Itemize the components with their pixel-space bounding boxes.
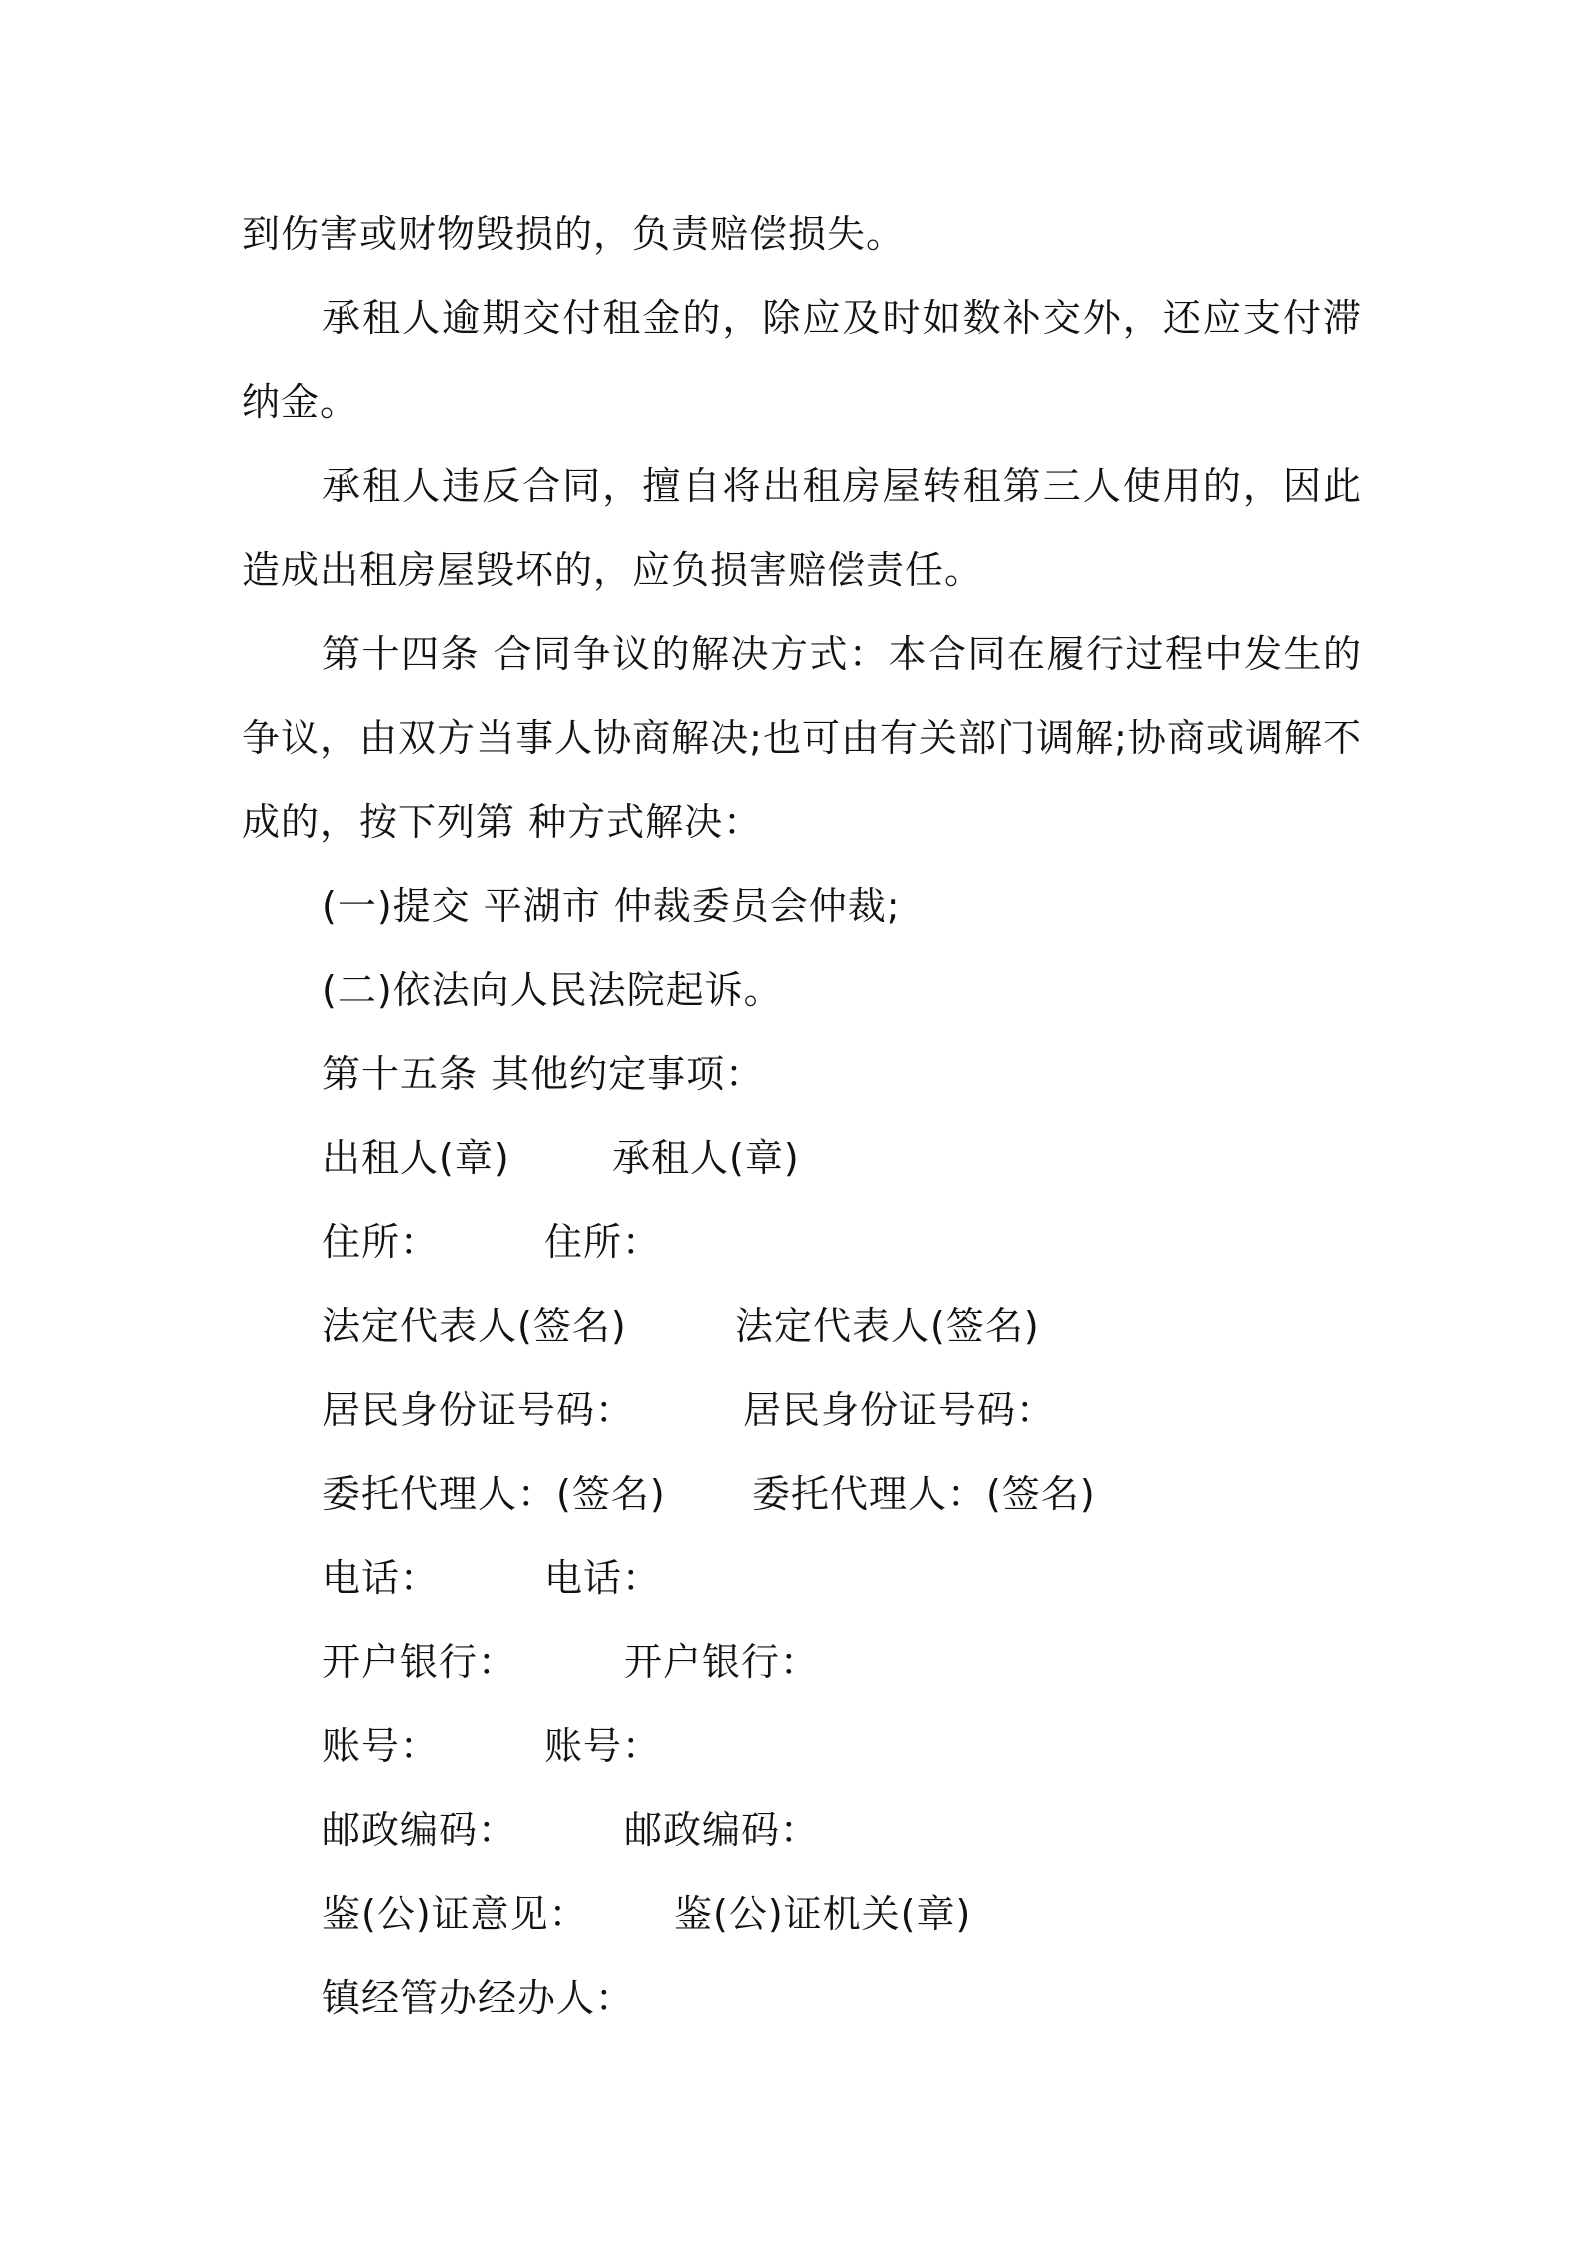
paragraph-3: 承租人违反合同，擅自将出租房屋转租第三人使用的，因此造成出租房屋毁坏的，应负损害赔偿责任。 bbox=[242, 464, 1362, 592]
lessee-postcode-label: 邮政编码： bbox=[624, 1808, 820, 1852]
paragraph-1: 到伤害或财物毁损的，负责赔偿损失。 bbox=[242, 212, 906, 256]
lessee-agent-label: 委托代理人：(签名) bbox=[752, 1472, 1096, 1516]
lessee-seal-label: 承租人(章) bbox=[612, 1136, 800, 1180]
notary-opinion-label: 鉴(公)证意见： bbox=[322, 1892, 588, 1936]
lessee-account-label: 账号： bbox=[544, 1724, 662, 1768]
signature-row-notary bbox=[242, 1872, 1362, 1956]
signature-row-account bbox=[242, 1704, 1362, 1788]
paragraph-2: 承租人逾期交付租金的，除应及时如数补交外，还应支付滞纳金。 bbox=[242, 296, 1362, 424]
lessee-bank-label: 开户银行： bbox=[624, 1640, 820, 1684]
handler-label: 镇经管办经办人： bbox=[322, 1976, 635, 2020]
lessee-legal-rep-label: 法定代表人(签名) bbox=[735, 1304, 1040, 1348]
lessor-bank-label: 开户银行： bbox=[322, 1640, 518, 1684]
signature-row-id-number bbox=[242, 1368, 1362, 1452]
paragraph-article-14: 第十四条 合同争议的解决方式：本合同在履行过程中发生的争议，由双方当事人协商解决;也可由有关部门调解;协商或调解不成的，按下列第 种方式解决： bbox=[242, 632, 1362, 844]
lessor-legal-rep-label: 法定代表人(签名) bbox=[322, 1304, 627, 1348]
lessor-agent-label: 委托代理人：(签名) bbox=[322, 1472, 666, 1516]
document-body bbox=[242, 192, 1362, 2040]
notary-office-seal-label: 鉴(公)证机关(章) bbox=[674, 1892, 972, 1936]
lessee-id-number-label: 居民身份证号码： bbox=[743, 1388, 1056, 1432]
signature-row-postcode bbox=[242, 1788, 1362, 1872]
lessor-account-label: 账号： bbox=[322, 1724, 440, 1768]
lessee-phone-label: 电话： bbox=[544, 1556, 662, 1600]
signature-row-agent bbox=[242, 1452, 1362, 1536]
lessor-address-label: 住所： bbox=[322, 1220, 440, 1264]
signature-row-seal bbox=[242, 1116, 1362, 1200]
lessor-postcode-label: 邮政编码： bbox=[322, 1808, 518, 1852]
paragraph-article-15: 第十五条 其他约定事项： bbox=[322, 1052, 765, 1096]
lessor-id-number-label: 居民身份证号码： bbox=[322, 1388, 635, 1432]
signature-row-bank bbox=[242, 1620, 1362, 1704]
paragraph-option-2: (二)依法向人民法院起诉。 bbox=[322, 968, 783, 1012]
paragraph-option-1: (一)提交 平湖市 仲裁委员会仲裁; bbox=[322, 884, 901, 928]
signature-row-address bbox=[242, 1200, 1362, 1284]
lessee-address-label: 住所： bbox=[544, 1220, 662, 1264]
signature-row-phone bbox=[242, 1536, 1362, 1620]
lessor-phone-label: 电话： bbox=[322, 1556, 440, 1600]
signature-row-legal-rep bbox=[242, 1284, 1362, 1368]
lessor-seal-label: 出租人(章) bbox=[322, 1136, 510, 1180]
